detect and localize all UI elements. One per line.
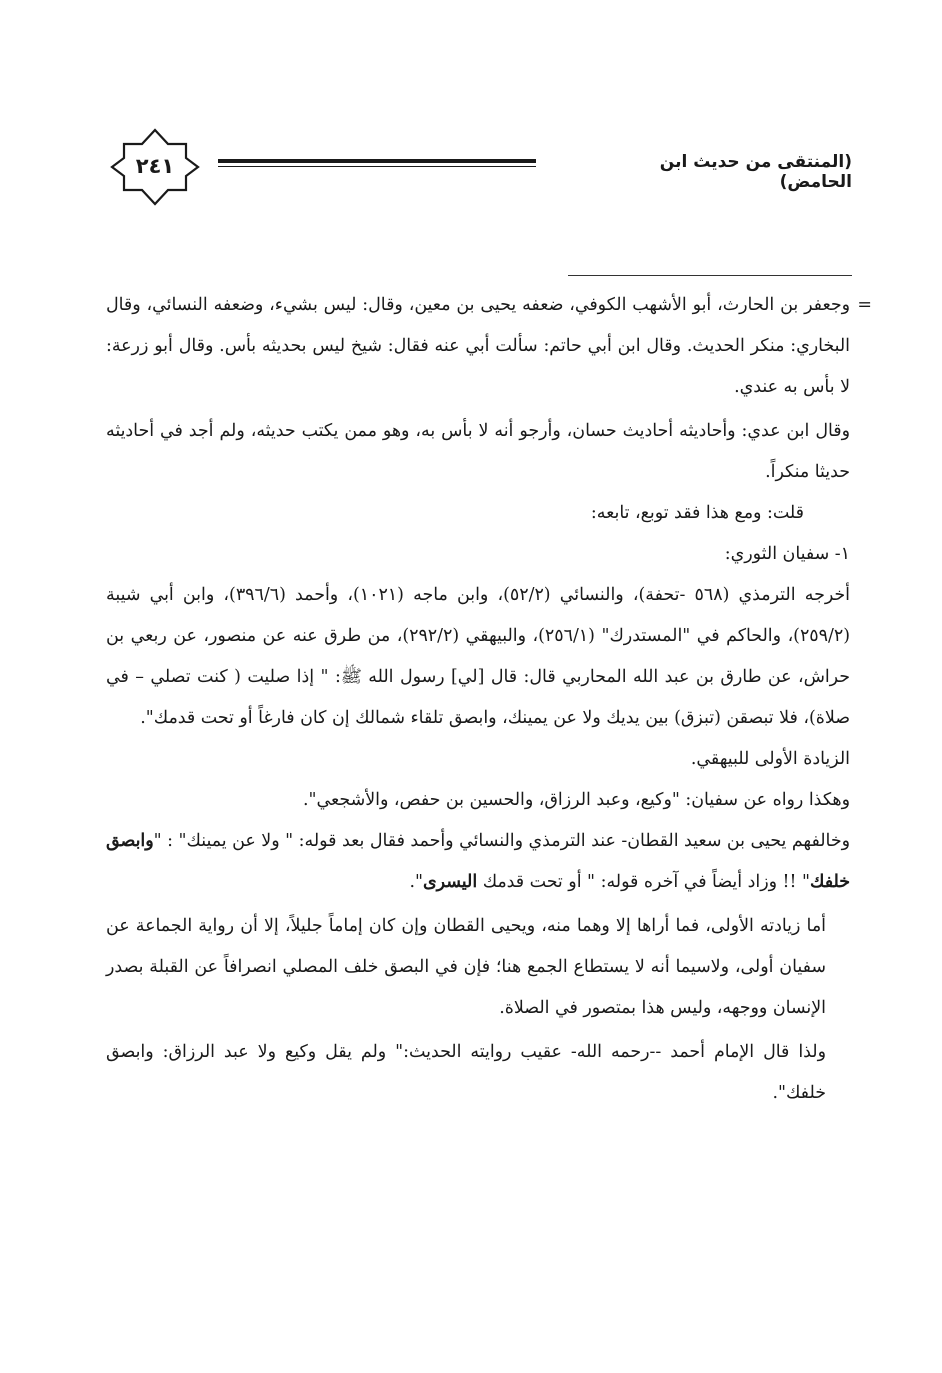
page-number: ٢٤١ [135,154,175,178]
closing-paragraph: ولذا قال الإمام أحمد --رحمه الله- عقيب روايته الحديث:" ولم يقل وكيع ولا عبد الرزاق: وابصق خلفك". [106,1042,826,1103]
contrast-bold-1: وابصق خلفك [105,831,850,892]
item-heading: ١- سفيان الثوري: [724,544,850,564]
running-header-title: (المنتقى من حديث ابن الحامض) [659,152,852,192]
contrast-text-b: " !! وزاد أيضاً في آخره قوله: " أو تحت قدمك [482,872,811,892]
takhrij-paragraph: أخرجه الترمذي (٥٦٨ -تحفة)، والنسائي (٥٢/٢)، وابن ماجه (١٠٢١)، وأحمد (٣٩٦/٦)، وابن أبي شيبة (٢٥٩/٢)، والحاكم في "المستدرك" (٢٥٦/١)، والبيهقي (٢٩٢/٢)، من طرق عنه عن منصور، عن ربعي بن حراش، عن طارق بن عبد الله المحاربي قال: قال [لي] رسول الله ﷺ: " إذا صليت ( كنت تصلي – في صلاة)، فلا تبصقن (تبزق) بين يديك ولا عن يمينك، وابصق تلقاء شمالك إن كان فارغاً أو تحت قدمك". [106,585,850,728]
footnote-separator [568,275,852,276]
page-number-badge [110,128,200,206]
footnote-continuation-marker: = [857,295,872,315]
contrast-text-c: ". [409,872,424,892]
footnote-text-2: وقال ابن عدي: وأحاديثه أحاديث حسان، وأرجو أنه لا بأس به، وهو ممن يكتب حديثه، ولم أجد في أحاديثه حديثا منكراً. [106,421,850,482]
footnote-text-1: وجعفر بن الحارث، أبو الأشهب الكوفي، ضعفه يحيى بن معين، وقال: ليس بشيء، وضعفه النسائي، وقال البخاري: منكر الحديث. وقال ابن أبي حاتم: سألت أبي عنه فقال: شيخ ليس بحديثه بأس. وقال أبو زرعة: لا بأس به عندي. [106,295,850,397]
footnote-paragraph-2 [106,411,850,493]
note-line: قلت: ومع هذا فقد توبع، تابعه: [590,503,804,523]
page-body [105,285,872,1114]
header-rule-thick [218,159,536,163]
footnote-paragraph-1 [106,285,872,408]
addition-note: الزيادة الأولى للبيهقي. [690,749,850,769]
contrast-paragraph [106,821,850,903]
analysis-paragraph: أما زيادته الأولى، فما أراها إلا وهما منه، ويحيى القطان وإن كان إماماً جليلاً، إلا أن رواية الجماعة عن سفيان أولى، ولاسيما أنه لا يستطاع الجمع هنا؛ فإن في البصق خلف المصلي انصرافاً عن القبلة بصدر الإنسان ووجهه، وليس هذا بمتصور في الصلاة. [106,916,826,1018]
header-rule-thin [218,166,536,167]
contrast-bold-2: اليسرى [423,872,478,892]
narrators-paragraph: وهكذا رواه عن سفيان: "وكيع، وعبد الرزاق، والحسين بن حفص، والأشجعي". [303,790,850,810]
contrast-text-a: وخالفهم يحيى بن سعيد القطان- عند الترمذي والنسائي وأحمد فقال بعد قوله: " ولا عن يمينك" : " [153,831,850,851]
